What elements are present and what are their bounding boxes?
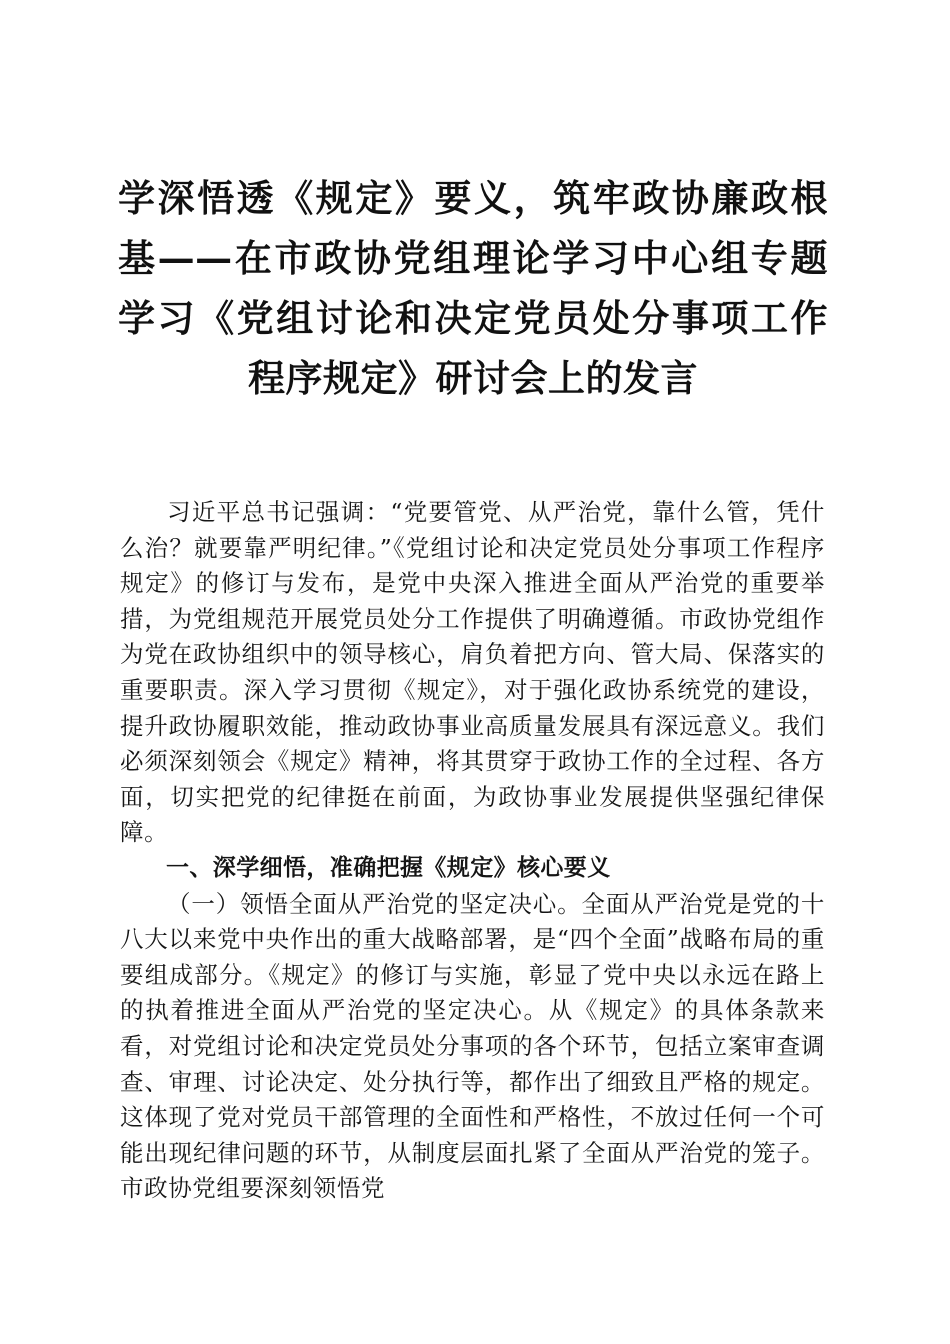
subsection-paragraph <box>120 887 825 1207</box>
document-body <box>120 495 825 1207</box>
document-title: 学深悟透《规定》要义，筑牢政协廉政根基——在市政协党组理论学习中心组专题学习《党组讨论和决定党员处分事项工作程序规定》研讨会上的发言 <box>118 176 828 400</box>
subsection-lead: （一）领悟全面从严治党的坚定决心。 <box>167 889 582 918</box>
intro-paragraph: 习近平总书记强调：“党要管党、从严治党，靠什么管，凭什么治？就要靠严明纪律。”《党组讨论和决定党员处分事项工作程序规定》的修订与发布，是党中央深入推进全面从严治党的重要举措，为党组规范开展党员处分工作提供了明确遵循。市政协党组作为党在政协组织中的领导核心，肩负着把方向、管大局、保落实的重要职责。深入学习贯彻《规定》，对于强化政协系统党的建设，提升政协履职效能，推动政协事业高质量发展具有深远意义。我们必须深刻领会《规定》精神，将其贯穿于政协工作的全过程、各方面，切实把党的纪律挺在前面，为政协事业发展提供坚强纪律保障。 <box>120 498 825 847</box>
subsection-body: 全面从严治党是党的十八大以来党中央作出的重大战略部署，是“四个全面”战略布局的重要组成部分。《规定》的修订与实施，彰显了党中央以永远在路上的执着推进全面从严治党的坚定决心。从《规定》的具体条款来看，对党组讨论和决定党员处分事项的各个环节，包括立案审查调查、审理、讨论决定、处分执行等，都作出了细致且严格的规定。这体现了党对党员干部管理的全面性和严格性，不放过任何一个可能出现纪律问题的环节，从制度层面扎紧了全面从严治党的笼子。市政协党组要深刻领悟党 <box>120 889 826 1203</box>
section-heading: 一、深学细悟，准确把握《规定》核心要义 <box>166 854 611 881</box>
